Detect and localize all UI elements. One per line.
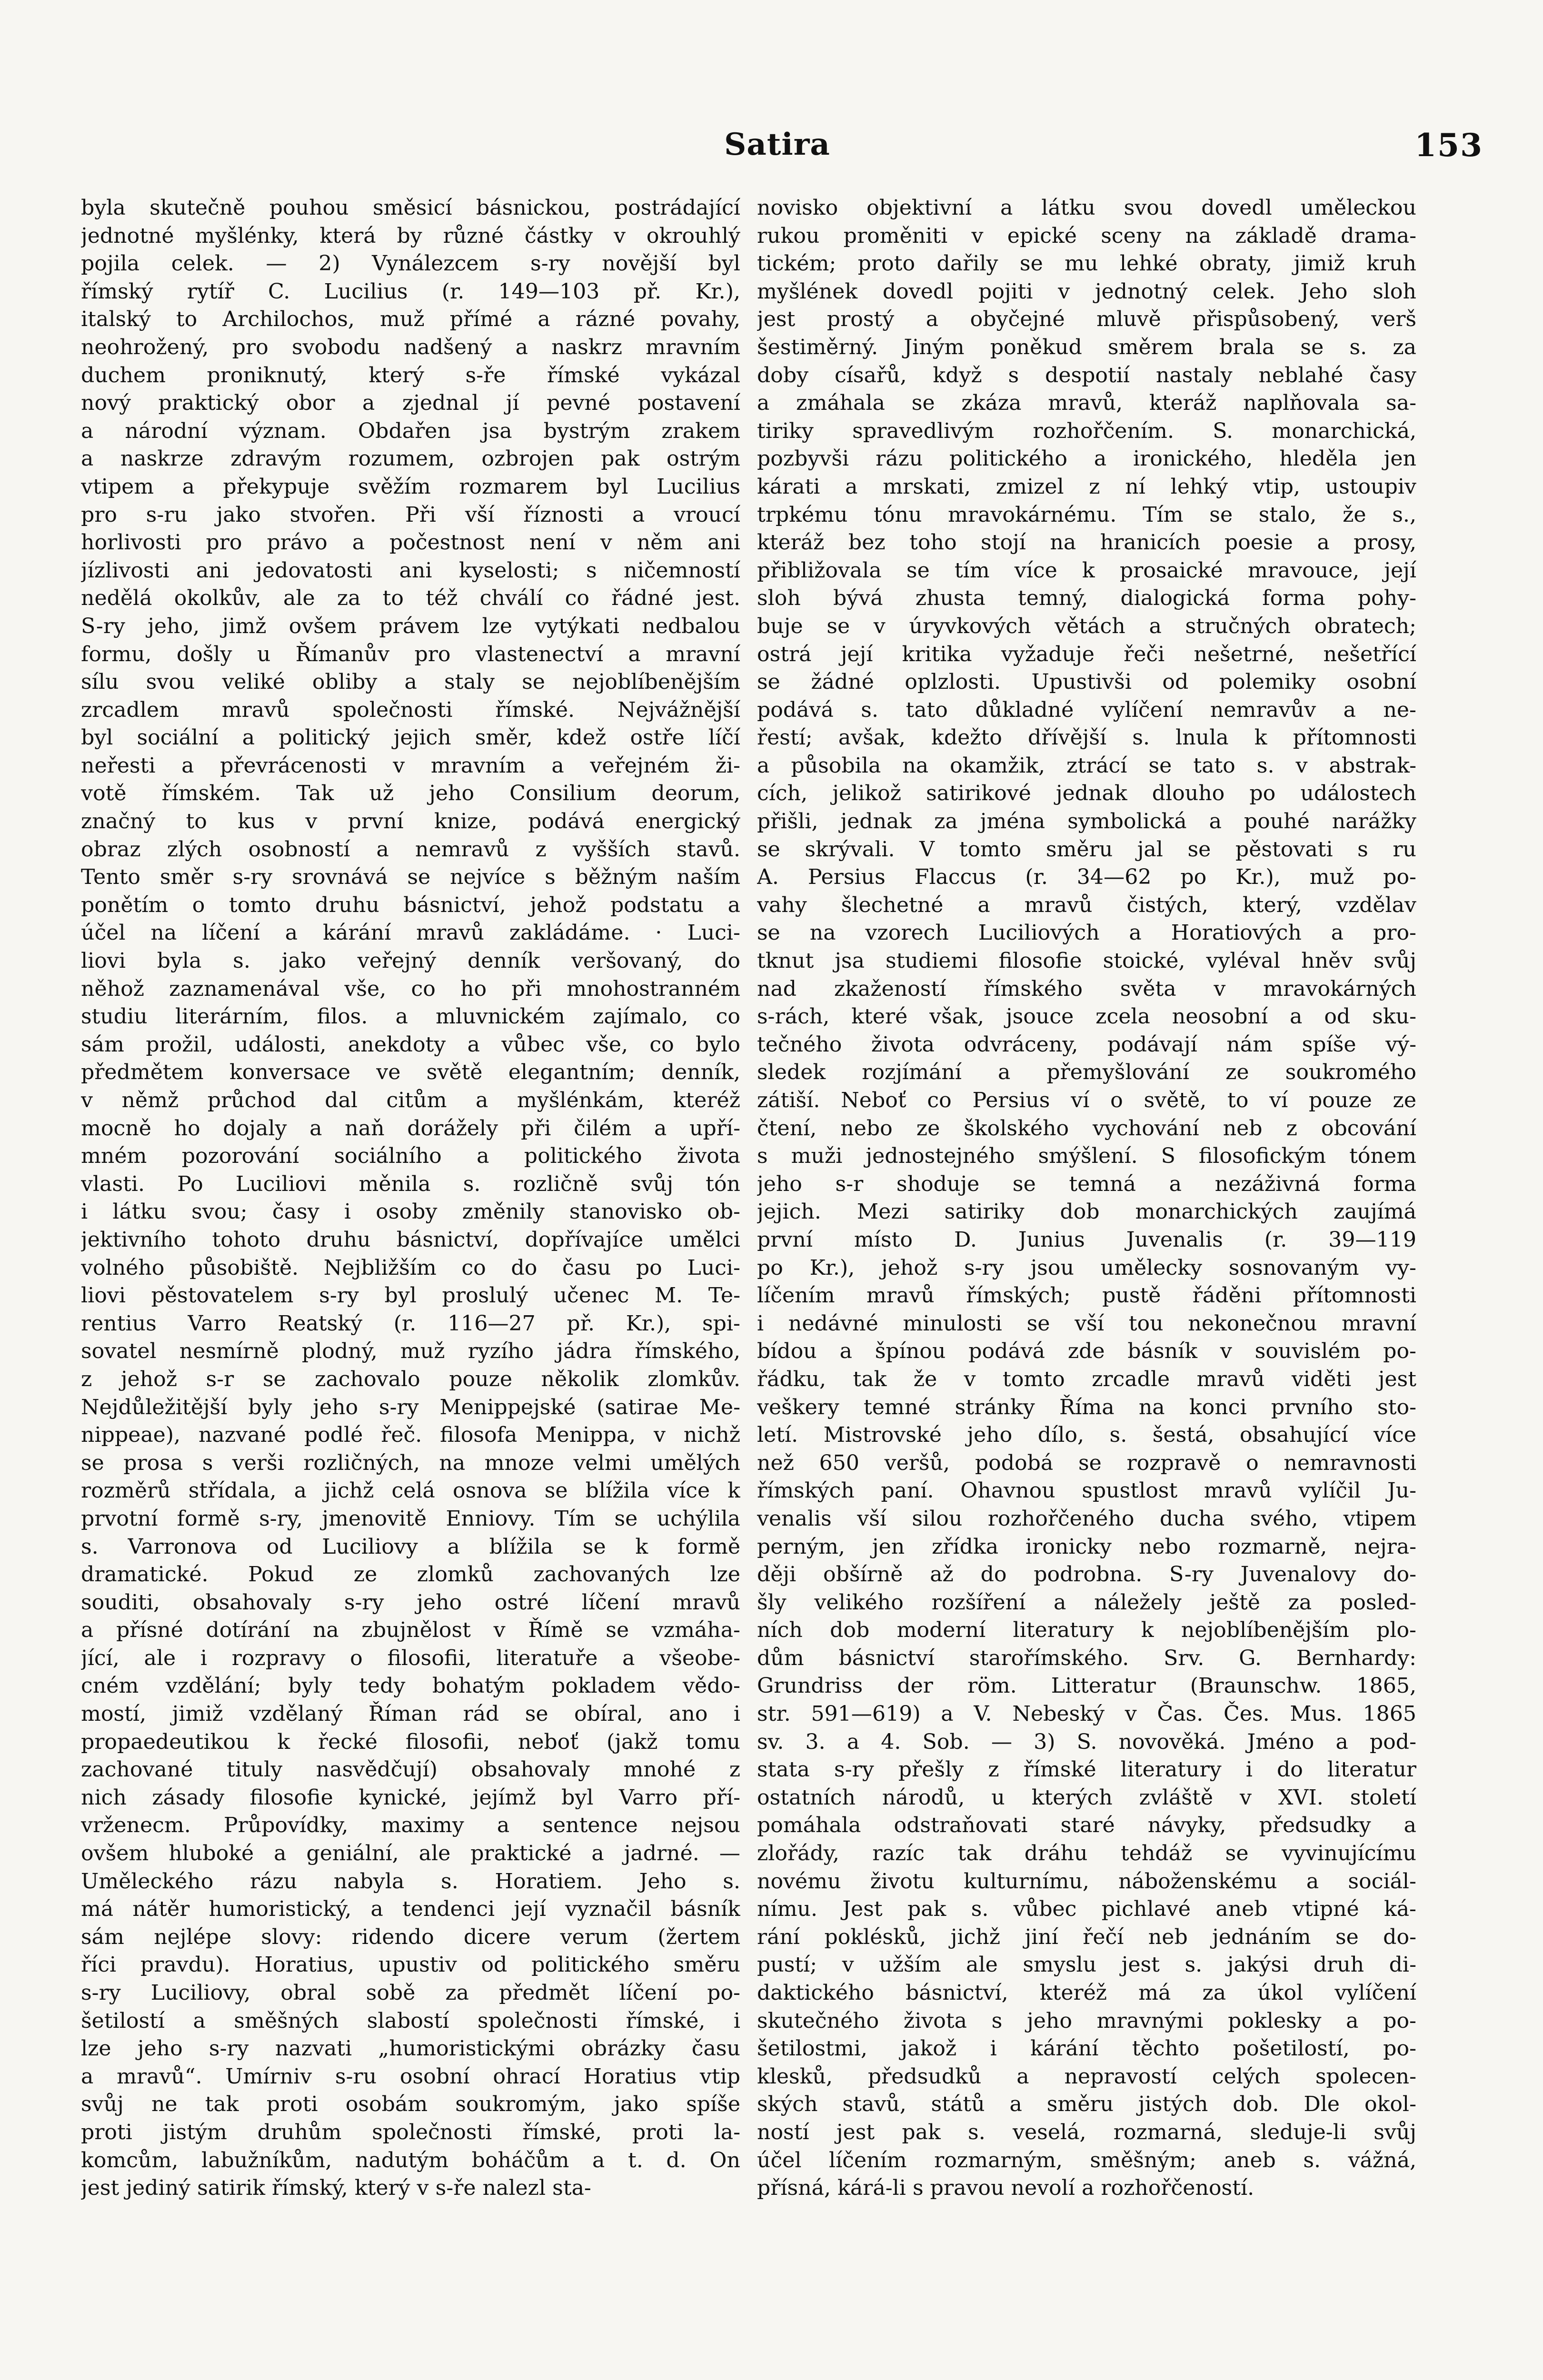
text-line: neohrožený, pro svobodu nadšený a naskrz mravním (81, 335, 740, 359)
text-line: jeho s-r shoduje se temná a nezáživná forma (757, 1171, 1416, 1196)
text-line: studiu literárním, filos. a mluvnickém zajímalo, co (81, 1004, 740, 1029)
text-line: jící, ale i rozpravy o filosofii, literatuře a všeobe- (81, 1646, 740, 1670)
text-line: v němž průchod dal citům a myšlénkám, kteréž (81, 1088, 740, 1112)
text-line: s-ry Luciliovy, obral sobě za předmět líčení po- (81, 1981, 740, 2005)
text-line: s muži jednostejného smýšlení. S filosofickým tónem (757, 1144, 1416, 1169)
text-line: tknut jsa studiemi filosofie stoické, vyléval hněv svůj (757, 949, 1416, 973)
text-line: šly velikého rozšíření a náležely ještě za posled- (757, 1590, 1416, 1615)
text-line: tiriky spravedlivým rozhořčením. S. monarchická, (757, 418, 1416, 443)
text-line: Tento směr s-ry srovnává se nejvíce s běžným naším (81, 865, 740, 890)
text-line: tečného života odvráceny, podávají nám spíše vý- (757, 1032, 1416, 1057)
text-line: ností jest pak s. veselá, rozmarná, sleduje-li svůj (757, 2120, 1416, 2144)
text-line: se žádné oplzlosti. Upustivši od polemiky osobní (757, 670, 1416, 694)
text-line: podává s. tato důkladné vylíčení nemravův a ne- (757, 697, 1416, 722)
text-line: sovatel nesmírně plodný, muž ryzího jádra římského, (81, 1339, 740, 1364)
text-line: ponětím o tomto druhu básnictví, jehož podstatu a (81, 892, 740, 917)
text-line: kárati a mrskati, zmizel z ní lehký vtip, ustoupiv (757, 474, 1416, 499)
text-line: Grundriss der röm. Litteratur (Braunschw. 1865, (757, 1674, 1416, 1698)
text-line: daktického básnictví, kteréž má za úkol vylíčení (757, 1981, 1416, 2005)
text-line: vahy šlechetné a mravů čistých, který, vzdělav (757, 892, 1416, 917)
text-line: značný to kus v první knize, podává energický (81, 809, 740, 834)
text-line: pojila celek. — 2) Vynálezcem s-ry novější byl (81, 251, 740, 276)
text-line: Nejdůležitější byly jeho s-ry Menippejské (satirae Me- (81, 1395, 740, 1419)
text-line: s-rách, které však, jsouce zcela neosobní a od sku- (757, 1004, 1416, 1029)
text-line: vtipem a překypuje svěžím rozmarem byl Lucilius (81, 474, 740, 499)
running-title: Satira (724, 127, 830, 162)
text-line: italský to Archilochos, muž přímé a rázné povahy, (81, 307, 740, 332)
text-line: votě římském. Tak už jeho Consilium deorum, (81, 781, 740, 806)
left-column (81, 194, 740, 2380)
text-line: nedělá okolkův, ale za to též chválí co řádné jest. (81, 586, 740, 611)
text-line: byl sociální a politický jejich směr, kdež ostře líčí (81, 725, 740, 750)
text-line: vlasti. Po Luciliovi měnila s. rozličně svůj tón (81, 1171, 740, 1196)
text-line: buje se v úryvkových větách a stručných obratech; (757, 614, 1416, 638)
right-column (757, 194, 1416, 2380)
text-line: sám nejlépe slovy: ridendo dicere verum (žertem (81, 1924, 740, 1949)
text-line: ostrá její kritika vyžaduje řeči nešetrné, nešetřící (757, 642, 1416, 666)
text-line: účel líčením rozmarným, směšným; aneb s. vážná, (757, 2148, 1416, 2172)
text-line: říci pravdu). Horatius, upustiv od politického směru (81, 1953, 740, 1977)
text-line: římský rytíř C. Lucilius (r. 149—103 př. Kr.), (81, 279, 740, 304)
text-line: duchem proniknutý, který s-ře římské vykázal (81, 363, 740, 387)
text-line: letí. Mistrovské jeho dílo, s. šestá, obsahující více (757, 1423, 1416, 1448)
text-line: liovi byla s. jako veřejný denník veršovaný, do (81, 949, 740, 973)
text-line: veškery temné stránky Říma na konci prvního sto- (757, 1395, 1416, 1419)
text-line: klesků, předsudků a nepravostí celých spolecen- (757, 2064, 1416, 2089)
text-line: tickém; proto dařily se mu lehké obraty, jimiž kruh (757, 251, 1416, 276)
text-line: obraz zlých osobností a nemravů z vyšších stavů. (81, 837, 740, 862)
text-line: s. Varronova od Luciliovy a blížila se k formě (81, 1534, 740, 1559)
text-line: po Kr.), jehož s-ry jsou umělecky sosnovaným vy- (757, 1255, 1416, 1280)
text-line: nový praktický obor a zjednal jí pevné postavení (81, 391, 740, 416)
text-line: přišli, jednak za jména symbolická a pouhé narážky (757, 809, 1416, 834)
text-line: S-ry jeho, jimž ovšem právem lze vytýkati nedbalou (81, 614, 740, 638)
text-line: mostí, jimiž vzdělaný Říman rád se obíral, ano i (81, 1702, 740, 1726)
text-line: dramatické. Pokud ze zlomků zachovaných lze (81, 1562, 740, 1587)
text-line: přísná, kárá-li s pravou nevolí a rozhořčeností. (757, 2176, 1254, 2201)
text-line: venalis vší silou rozhořčeného ducha svého, vtipem (757, 1506, 1416, 1531)
text-line: lze jeho s-ry nazvati „humoristickými obrázky času (81, 2036, 740, 2061)
text-line: čtení, nebo ze školského vychování neb z obcování (757, 1116, 1416, 1140)
text-line: ostatních národů, u kterých zvláště v XVI. století (757, 1785, 1416, 1810)
text-line: nímu. Jest pak s. vůbec pichlavé aneb vtipné ká- (757, 1897, 1416, 1922)
text-line: římských paní. Ohavnou spustlost mravů vylíčil Ju- (757, 1478, 1416, 1503)
text-line: zátiší. Neboť co Persius ví o světě, to ví pouze ze (757, 1088, 1416, 1112)
text-line: a přísné dotírání na zbujnělost v Římě se vzmáha- (81, 1618, 740, 1643)
text-line: komcům, labužníkům, nadutým boháčům a t. d. On (81, 2148, 740, 2172)
text-line: A. Persius Flaccus (r. 34—62 po Kr.), muž po- (757, 865, 1416, 890)
text-line: zrcadlem mravů společnosti římské. Nejvážnější (81, 697, 740, 722)
text-line: mocně ho dojaly a naň dorážely při čilém a upří- (81, 1116, 740, 1140)
text-line: ských stavů, států a směru jistých dob. Dle okol- (757, 2092, 1416, 2117)
text-line: šestiměrný. Jiným poněkud směrem brala se s. za (757, 335, 1416, 359)
text-line: prvotní formě s-ry, jmenovitě Enniovy. Tím se uchýlila (81, 1506, 740, 1531)
text-line: sám prožil, události, anekdoty a vůbec vše, co bylo (81, 1032, 740, 1057)
text-line: dům básnictví starořímského. Srv. G. Bernhardy: (757, 1646, 1416, 1670)
text-line: i nedávné minulosti se vší tou nekonečnou mravní (757, 1311, 1416, 1336)
text-line: cném vzdělání; byly tedy bohatým pokladem vědo- (81, 1674, 740, 1698)
text-line: šetilostí a směšných slabostí společnosti římské, i (81, 2008, 740, 2033)
text-line: ovšem hluboké a geniální, ale praktické a jadrné. — (81, 1841, 740, 1866)
text-line: sv. 3. a 4. Sob. — 3) S. novověká. Jméno a pod- (757, 1729, 1416, 1754)
text-line: šetilostmi, jakož i kárání těchto pošetilostí, po- (757, 2036, 1416, 2061)
text-line: a působila na okamžik, ztrácí se tato s. v abstrak- (757, 753, 1416, 778)
text-line: zachované tituly nasvědčují) obsahovaly mnohé z (81, 1757, 740, 1782)
text-line: rukou proměniti v epické sceny na základě drama- (757, 223, 1416, 248)
text-line: zlořády, razíc tak dráhu tehdáž se vyvinujícímu (757, 1841, 1416, 1866)
text-line: a národní význam. Obdařen jsa bystrým zrakem (81, 418, 740, 443)
text-line: byla skutečně pouhou směsicí básnickou, postrádající (81, 196, 740, 220)
text-line: jízlivosti ani jedovatosti ani kyselosti; s ničemností (81, 558, 740, 583)
text-line: vrženecm. Průpovídky, maximy a sentence nejsou (81, 1813, 740, 1838)
text-line: se na vzorech Luciliových a Horatiových a pro- (757, 921, 1416, 945)
text-line: rozměrů střídala, a jichž celá osnova se blížila více k (81, 1478, 740, 1503)
text-line: novisko objektivní a látku svou dovedl uměleckou (757, 196, 1416, 220)
text-line: účel na líčení a kárání mravů zakládáme. · Luci- (81, 921, 740, 945)
text-line: formu, došly u Římanův pro vlastenectví a mravní (81, 642, 740, 666)
text-line: a naskrze zdravým rozumem, ozbrojen pak ostrým (81, 446, 740, 471)
text-line: rentius Varro Reatský (r. 116—27 př. Kr.), spi- (81, 1311, 740, 1336)
text-line: stata s-ry přešly z římské literatury i do literatur (757, 1757, 1416, 1782)
page-number: 153 (1414, 127, 1483, 164)
text-line: propaedeutikou k řecké filosofii, neboť (jakž tomu (81, 1729, 740, 1754)
text-line: trpkému tónu mravokárnému. Tím se stalo, že s., (757, 502, 1416, 527)
page-header (71, 118, 1483, 170)
text-line: jejich. Mezi satiriky dob monarchických zaujímá (757, 1200, 1416, 1224)
text-line: bídou a špínou podává zde básník v souvislém po- (757, 1339, 1416, 1364)
text-line: souditi, obsahovaly s-ry jeho ostré líčení mravů (81, 1590, 740, 1615)
text-line: i látku svou; časy i osoby změnily stanovisko ob- (81, 1200, 740, 1224)
text-line: str. 591—619) a V. Nebeský v Čas. Čes. Mus. 1865 (757, 1702, 1416, 1726)
text-line: má nátěr humoristický, a tendenci její vyznačil básník (81, 1897, 740, 1922)
text-line: mném pozorování sociálního a politického života (81, 1144, 740, 1169)
text-line: první místo D. Junius Juvenalis (r. 39—119 (757, 1227, 1416, 1252)
text-line: něhož zaznamenával vše, co ho při mnohostranném (81, 976, 740, 1001)
text-line: jest jediný satirik římský, který v s-ře nalezl sta- (81, 2176, 591, 2201)
text-line: se skrývali. V tomto směru jal se pěstovati s ru (757, 837, 1416, 862)
text-line: skutečného života s jeho mravnými poklesky a po- (757, 2008, 1416, 2033)
text-line: svůj ne tak proti osobám soukromým, jako spíše (81, 2092, 740, 2117)
text-line: proti jistým druhům společnosti římské, proti la- (81, 2120, 740, 2144)
text-line: jest prostý a obyčejné mluvě přispůsobený, verš (757, 307, 1416, 332)
text-line: pustí; v užším ale smyslu jest s. jakýsi druh di- (757, 1953, 1416, 1977)
text-line: předmětem konversace ve světě elegantním; denník, (81, 1060, 740, 1085)
text-line: jektivního tohoto druhu básnictví, dopřívajíce umělci (81, 1227, 740, 1252)
text-line: ních dob moderní literatury k nejoblíbenějším plo- (757, 1618, 1416, 1643)
text-line: než 650 veršů, podobá se rozpravě o nemravnosti (757, 1450, 1416, 1475)
text-line: sloh bývá zhusta temný, dialogická forma pohy- (757, 586, 1416, 611)
text-line: rání poklésků, jichž jiní řečí neb jednáním se do- (757, 1924, 1416, 1949)
text-line: líčením mravů římských; pustě řáděni přítomnosti (757, 1283, 1416, 1308)
text-line: pozbyvši rázu politického a ironického, hleděla jen (757, 446, 1416, 471)
text-line: a zmáhala se zkáza mravů, kteráž naplňovala sa- (757, 391, 1416, 416)
text-line: pro s-ru jako stvořen. Při vší říznosti a vroucí (81, 502, 740, 527)
text-line: sledek rozjímání a přemyšlování ze soukromého (757, 1060, 1416, 1085)
text-line: přibližovala se tím více k prosaické mravouce, její (757, 558, 1416, 583)
text-line: novému životu kulturnímu, náboženskému a sociál- (757, 1869, 1416, 1894)
text-line: horlivosti pro právo a počestnost není v něm ani (81, 530, 740, 555)
text-line: neřesti a převrácenosti v mravním a veřejném ži- (81, 753, 740, 778)
text-line: z jehož s-r se zachovalo pouze několik zlomkův. (81, 1367, 740, 1391)
text-line: sílu svou veliké obliby a staly se nejoblíbenějším (81, 670, 740, 694)
text-line: myšlének dovedl pojiti v jednotný celek. Jeho sloh (757, 279, 1416, 304)
text-line: liovi pěstovatelem s-ry byl proslulý učenec M. Te- (81, 1283, 740, 1308)
text-line: a mravů“. Umírniv s-ru osobní ohrací Horatius vtip (81, 2064, 740, 2089)
text-line: Uměleckého rázu nabyla s. Horatiem. Jeho s. (81, 1869, 740, 1894)
text-line: doby císařů, když s despotií nastaly neblahé časy (757, 363, 1416, 387)
text-line: jednotné myšlénky, která by různé částky v okrouhlý (81, 223, 740, 248)
text-line: nad zkažeností římského světa v mravokárných (757, 976, 1416, 1001)
text-line: řestí; avšak, kdežto dřívější s. lnula k přítomnosti (757, 725, 1416, 750)
text-line: ději obšírně až do podrobna. S-ry Juvenalovy do- (757, 1562, 1416, 1587)
text-line: nich zásady filosofie kynické, jejímž byl Varro pří- (81, 1785, 740, 1810)
text-line: pomáhala odstraňovati staré návyky, předsudky a (757, 1813, 1416, 1838)
text-line: nippeae), nazvané podlé řeč. filosofa Menippa, v nichž (81, 1423, 740, 1448)
text-line: perným, jen zřídka ironicky nebo rozmarně, nejra- (757, 1534, 1416, 1559)
text-line: řádku, tak že v tomto zrcadle mravů viděti jest (757, 1367, 1416, 1391)
text-line: cích, jelikož satirikové jednak dlouho po událostech (757, 781, 1416, 806)
text-line: se prosa s verši rozličných, na mnoze velmi umělých (81, 1450, 740, 1475)
text-line: kteráž bez toho stojí na hranicích poesie a prosy, (757, 530, 1416, 555)
text-line: volného působiště. Nejbližším co do času po Luci- (81, 1255, 740, 1280)
